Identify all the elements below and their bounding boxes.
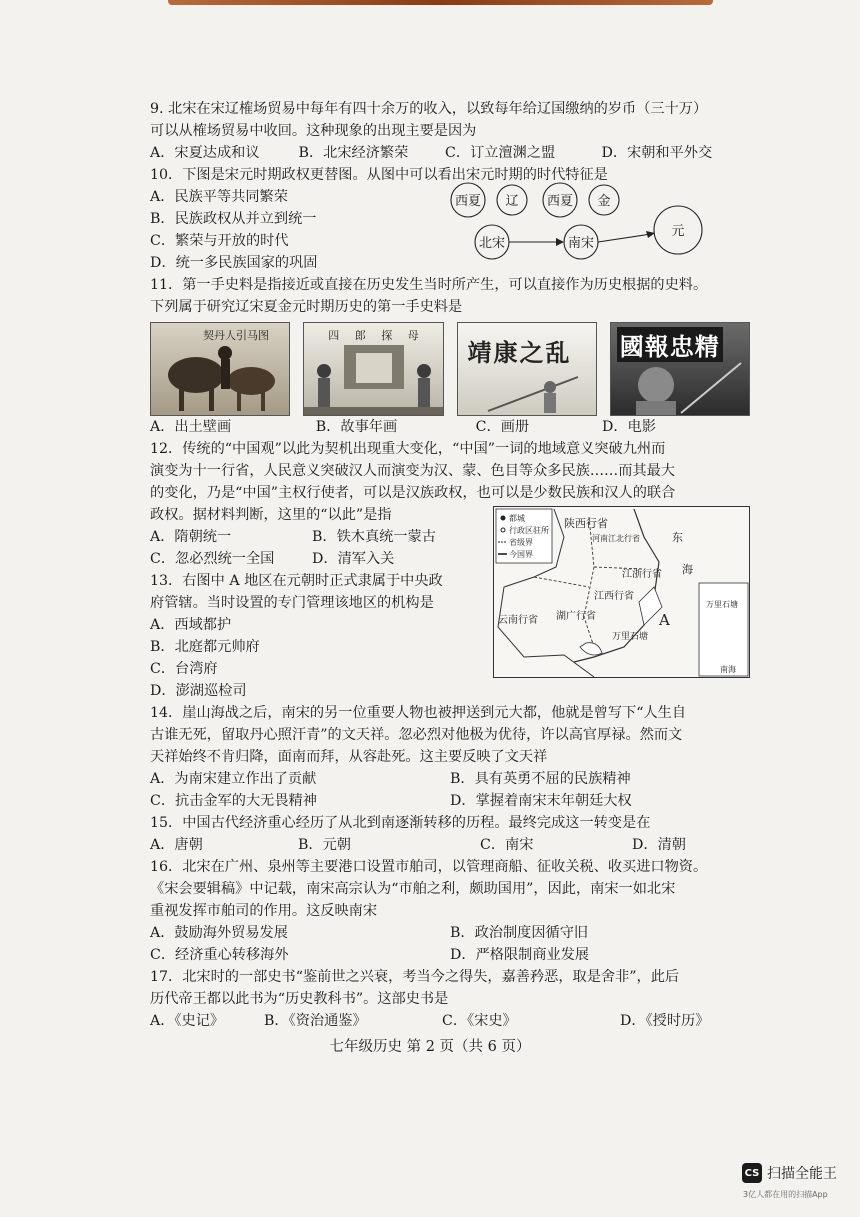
q11-option-b[interactable]: B．故事年画 bbox=[315, 419, 398, 435]
movie-poster-image bbox=[610, 322, 750, 416]
question-11 bbox=[150, 274, 750, 438]
new-year-picture-caption: 四 郎 探 母 bbox=[328, 329, 425, 342]
question-15 bbox=[150, 812, 750, 856]
q9-option-d[interactable]: D．宋朝和平外交 bbox=[601, 145, 713, 161]
q15-stem: 15．中国古代经济重心经历了从北到南逐渐转移的历程。最终完成这一转变是在 bbox=[150, 815, 651, 831]
q11-option-d[interactable]: D．电影 bbox=[601, 419, 656, 435]
camscanner-icon: CS bbox=[742, 1163, 762, 1183]
regime-succession-diagram bbox=[446, 182, 746, 272]
node-yuan: 元 bbox=[671, 224, 685, 239]
legend-seat: 行政区驻所 bbox=[509, 526, 549, 535]
mural-image bbox=[150, 322, 290, 416]
node-xixia-2: 西夏 bbox=[546, 194, 574, 209]
q13-option-b[interactable]: B．北庭都元帅府 bbox=[150, 639, 260, 655]
legend-capital: 都城 bbox=[509, 514, 525, 523]
q16-stem-line2: 《宋会要辑稿》中记载，南宋高宗认为“市舶之利，颇助国用”，因此，南宋一如北宋 bbox=[150, 881, 676, 897]
q14-stem-line2: 古谁无死，留取丹心照汗青”的文天祥。忽必烈对他极为优待，许以高官厚禄。然而文 bbox=[150, 727, 683, 743]
question-17 bbox=[150, 966, 750, 1032]
picture-book-caption: 靖康之乱 bbox=[467, 338, 572, 367]
q16-option-c[interactable]: C．经济重心转移海外 bbox=[150, 947, 289, 963]
map-label-huguang: 湖广行省 bbox=[556, 611, 596, 622]
legend-national-border: 今国界 bbox=[509, 550, 533, 559]
q11-option-a[interactable]: A．出土壁画 bbox=[150, 419, 232, 435]
map-label-a: A bbox=[659, 611, 670, 629]
movie-poster-caption: 國報忠精 bbox=[617, 327, 723, 362]
yuan-dynasty-map bbox=[493, 506, 750, 678]
q13-option-d[interactable]: D．澎湖巡检司 bbox=[150, 683, 247, 699]
q14-options-row1 bbox=[150, 768, 750, 790]
q17-option-d[interactable]: D．《授时历》 bbox=[620, 1013, 710, 1029]
page-footer: 七年级历史 第 2 页（共 6 页） bbox=[329, 1039, 531, 1055]
map-label-yunnan: 云南行省 bbox=[498, 615, 538, 626]
q12-stem-line3: 的变化，乃是“中国”主权行使者，可以是汉族政权，也可以是少数民族和汉人的联合 bbox=[150, 485, 676, 501]
q10-option-c[interactable]: C．繁荣与开放的时代 bbox=[150, 233, 289, 249]
node-liao: 辽 bbox=[505, 194, 519, 209]
inset-label-wanli-shitang: 万里石塘 bbox=[706, 600, 738, 609]
q9-stem-line2: 可以从榷场贸易中收回。这种现象的出现主要是因为 bbox=[150, 123, 477, 139]
q12-option-c[interactable]: C．忽必烈统一全国 bbox=[150, 551, 275, 567]
q12-stem-line4: 政权。据材料判断，这里的“以此”是指 bbox=[150, 507, 392, 523]
scanner-slogan: 3亿人都在用的扫描App bbox=[743, 1190, 828, 1199]
node-beisong: 北宋 bbox=[478, 236, 506, 251]
q9-option-c[interactable]: C．订立澶渊之盟 bbox=[445, 145, 556, 161]
q9-stem-line1: 9. 北宋在宋辽榷场贸易中每年有四十余万的收入，以致每年给辽国缴纳的岁币（三十万） bbox=[150, 101, 708, 117]
scanner-name: 扫描全能王 bbox=[767, 1166, 837, 1182]
inset-label-nanhai: 南海 bbox=[720, 665, 736, 674]
scanner-watermark bbox=[742, 1163, 837, 1183]
q15-option-c[interactable]: C．南宋 bbox=[480, 837, 534, 853]
map-label-henan: 河南江北行省 bbox=[592, 534, 640, 543]
q17-options bbox=[150, 1010, 750, 1032]
q12-stem-line2: 演变为十一行省，人民意义突破汉人而演变为汉、蒙、色目等众多民族……而其最大 bbox=[150, 463, 675, 479]
q13-stem-line2: 府管辖。当时设置的专门管理该地区的机构是 bbox=[150, 595, 434, 611]
map-label-jiangzhe: 江浙行省 bbox=[622, 569, 662, 580]
q16-options-row1 bbox=[150, 922, 750, 944]
new-year-picture-image bbox=[303, 322, 443, 416]
q17-option-a[interactable]: A．《史记》 bbox=[150, 1013, 225, 1029]
q13-stem-line1: 13．右图中 A 地区在元朝时正式隶属于中央政 bbox=[150, 573, 443, 589]
q14-options-row2 bbox=[150, 790, 750, 812]
legend-province-border: 省级界 bbox=[509, 538, 533, 547]
q10-option-a[interactable]: A．民族平等共同繁荣 bbox=[150, 189, 288, 205]
map-label-hai: 海 bbox=[682, 563, 693, 576]
q14-option-d[interactable]: D．掌握着南宋末年朝廷大权 bbox=[450, 793, 632, 809]
q14-stem-line1: 14．崖山海战之后，南宋的另一位重要人物也被押送到元大都，他就是曾写下“人生自 bbox=[150, 705, 687, 721]
question-16 bbox=[150, 856, 750, 966]
q10-option-d: D．统一多民族国家的巩固 bbox=[150, 255, 318, 271]
q10-stem: 10．下图是宋元时期政权更替图。从图中可以看出宋元时期的时代特征是 bbox=[150, 167, 608, 183]
q17-option-c[interactable]: C．《宋史》 bbox=[442, 1013, 517, 1029]
q16-options-row2 bbox=[150, 944, 750, 966]
q14-option-c[interactable]: C．抗击金军的大无畏精神 bbox=[150, 793, 317, 809]
node-xixia-1: 西夏 bbox=[454, 194, 482, 209]
map-label-shaanxi: 陕西行省 bbox=[564, 517, 608, 530]
q14-option-a[interactable]: A．为南宋建立作出了贡献 bbox=[150, 771, 317, 787]
q9-option-b[interactable]: B．北宋经济繁荣 bbox=[298, 145, 409, 161]
map-label-jiangxi: 江西行省 bbox=[594, 591, 634, 602]
q17-option-b[interactable]: B．《资治通鉴》 bbox=[264, 1013, 367, 1029]
q16-stem-line3: 重视发挥市舶司的作用。这反映南宋 bbox=[150, 903, 378, 919]
q9-options bbox=[150, 142, 750, 164]
picture-book-image bbox=[457, 322, 597, 416]
map-label-wanli-shitang: 万里石塘 bbox=[612, 632, 649, 642]
q9-option-a[interactable]: A．宋夏达成和议 bbox=[150, 145, 260, 161]
mural-caption: 契丹人引马图 bbox=[203, 329, 269, 342]
q15-options bbox=[150, 834, 750, 856]
q12-option-d[interactable]: D．清军入关 bbox=[312, 551, 395, 567]
question-9 bbox=[150, 98, 750, 164]
q16-option-b[interactable]: B．政治制度因循守旧 bbox=[450, 925, 589, 941]
q11-stem-line2: 下列属于研究辽宋夏金元时期历史的第一手史料是 bbox=[150, 299, 463, 315]
node-nansong: 南宋 bbox=[567, 236, 595, 251]
top-edge-bar bbox=[168, 0, 713, 5]
q12-stem-line1: 12．传统的“中国观”以此为契机出现重大变化，“中国”一词的地域意义突破九州而 bbox=[150, 441, 666, 457]
q17-stem-line1: 17．北宋时的一部史书“鉴前世之兴衰，考当今之得失，嘉善矜恶，取是舍非”，此后 bbox=[150, 969, 680, 985]
q11-option-c[interactable]: C．画册 bbox=[475, 419, 530, 435]
q10-option-b[interactable]: B．民族政权从并立到统一 bbox=[150, 211, 317, 227]
q15-option-b[interactable]: B．元朝 bbox=[298, 837, 351, 853]
question-10 bbox=[150, 164, 750, 274]
q15-option-a[interactable]: A．唐朝 bbox=[150, 837, 203, 853]
q12-option-b[interactable]: B．铁木真统一蒙古 bbox=[312, 529, 436, 545]
q15-option-d[interactable]: D．清朝 bbox=[632, 837, 686, 853]
q11-image-row bbox=[150, 322, 750, 414]
q13-option-a[interactable]: A．西域都护 bbox=[150, 617, 232, 633]
q14-option-b[interactable]: B．具有英勇不屈的民族精神 bbox=[450, 771, 631, 787]
q16-option-d[interactable]: D．严格限制商业发展 bbox=[450, 947, 590, 963]
node-jin: 金 bbox=[597, 194, 611, 209]
q13-option-c[interactable]: C．台湾府 bbox=[150, 661, 218, 677]
q16-option-a[interactable]: A．鼓励海外贸易发展 bbox=[150, 925, 288, 941]
map-label-dong: 东 bbox=[672, 531, 683, 544]
question-14 bbox=[150, 702, 750, 812]
q14-stem-line3: 天祥始终不肯归降，面南而拜，从容赴死。这主要反映了文天祥 bbox=[150, 749, 548, 765]
q11-stem-line1: 11．第一手史料是指接近或直接在历史发生当时所产生，可以直接作为历史根据的史料。 bbox=[150, 277, 708, 293]
q17-stem-line2: 历代帝王都以此书为“历史教科书”。这部史书是 bbox=[150, 991, 449, 1007]
q12-option-a[interactable]: A．隋朝统一 bbox=[150, 529, 232, 545]
q11-options bbox=[150, 416, 750, 438]
q16-stem-line1: 16．北宋在广州、泉州等主要港口设置市舶司，以管理商船、征收关税、收买进口物资。 bbox=[150, 859, 708, 875]
